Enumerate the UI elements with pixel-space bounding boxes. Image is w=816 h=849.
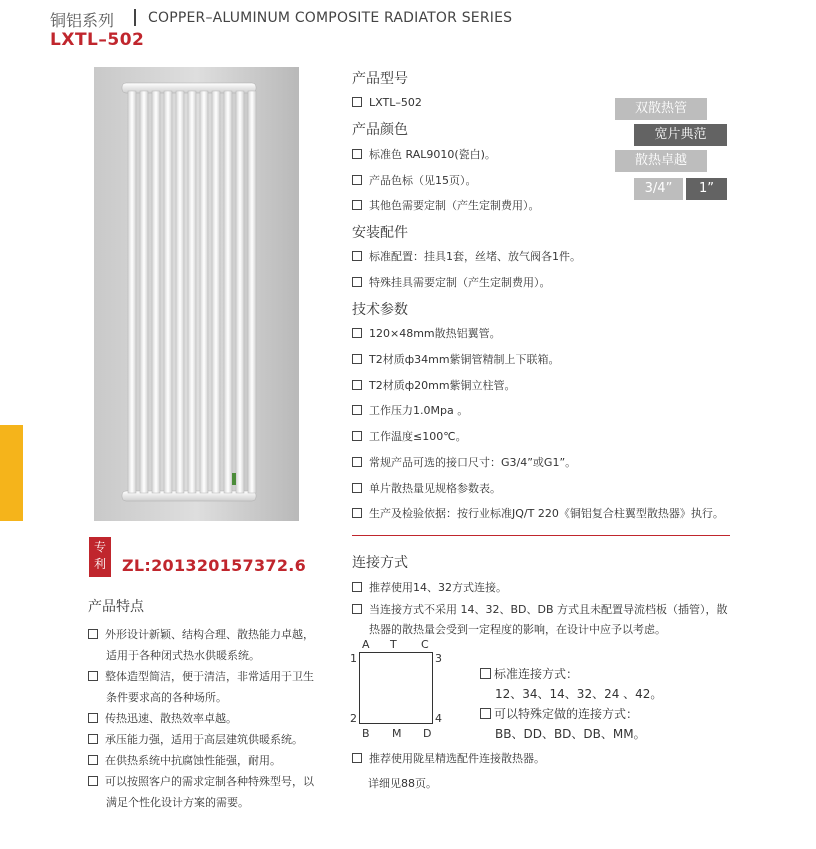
checkbox-icon [88,629,98,639]
page-reference-note: 详细见88页。 [368,777,437,790]
checkbox-icon [352,753,362,763]
list-item: 在供热系统中抗腐蚀性能强，耐用。 [88,750,314,771]
list-item: 120×48mm散热铝翼管。 [352,327,501,341]
checkbox-icon [480,708,491,719]
connection-title: 连接方式 [352,555,408,571]
checkbox-icon [352,508,362,518]
checkbox-icon [352,582,362,592]
checkbox-icon [352,200,362,210]
diagram-label-1: 1 [350,652,357,665]
list-item: LXTL–502 [352,96,422,110]
radiator-column [152,91,160,493]
diagram-label-4: 4 [435,712,442,725]
radiator-column [176,91,184,493]
radiator-column [212,91,220,493]
checkbox-icon [352,457,362,467]
tag-size-1: 1” [686,178,727,200]
list-item: 特殊挂具需要定制（产生定制费用）。 [352,276,551,290]
model-title: LXTL–502 [50,30,145,50]
radiator-column [236,91,244,493]
list-item: 产品色标（见15页）。 [352,174,477,188]
checkbox-icon [352,328,362,338]
diagram-label-b: B [362,727,370,740]
checkbox-icon [352,405,362,415]
list-item: 生产及检验依据：按行业标准JQ/T 220《铜铝复合柱翼型散热器》执行。 [352,507,724,521]
checkbox-icon [352,354,362,364]
list-item: 工作温度≤100℃。 [352,430,467,444]
diagram-label-t: T [390,638,397,651]
checkbox-icon [88,776,98,786]
product-photo [94,67,299,521]
checkbox-icon [352,149,362,159]
list-item: 可以按照客户的需求定制各种特殊型号，以 [88,771,314,792]
radiator-column [188,91,196,493]
checkbox-icon [352,175,362,185]
patent-badge-bottom: 利 [93,557,106,571]
checkbox-icon [352,431,362,441]
list-item: 常规产品可选的接口尺寸：G3/4”或G1”。 [352,456,576,470]
list-item: 推荐使用陇星精选配件连接散热器。 [352,752,545,766]
checkbox-icon [352,277,362,287]
standard-connection-label: 标准连接方式： [480,665,578,682]
custom-connection-values: BB、DD、BD、DB、MM。 [495,727,646,741]
section-divider [352,535,730,536]
list-item: 推荐使用14、32方式连接。 [352,581,507,595]
install-section-title: 安装配件 [352,225,408,241]
color-section-title: 产品颜色 [352,122,408,138]
checkbox-icon [480,668,491,679]
list-item: 单片散热量见规格参数表。 [352,482,501,496]
radiator-column [128,91,136,493]
diagram-label-m: M [392,727,402,740]
diagram-label-d: D [423,727,432,740]
radiator-illustration [94,67,299,521]
list-item: 标准色 RAL9010(瓷白)。 [352,148,496,162]
diagram-label-c: C [421,638,429,651]
side-tab [0,425,23,521]
list-item: 整体造型简洁，便于清洁，非常适用于卫生 [88,666,314,687]
list-item: 外形设计新颖、结构合理、散热能力卓越， [88,624,314,645]
list-item: 工作压力1.0Mpa 。 [352,404,468,418]
diagram-label-2: 2 [350,712,357,725]
standard-connection-values: 12、34、14、32、24 、42。 [495,687,663,701]
list-item-continued: 满足个性化设计方案的需要。 [106,796,249,809]
series-title-en: COPPER–ALUMINUM COMPOSITE RADIATOR SERIES [148,10,513,26]
series-title-cn: 铜铝系列 [50,11,115,30]
list-item: T2材质ф34mm紫铜管精制上下联箱。 [352,353,560,367]
checkbox-icon [352,483,362,493]
list-item: T2材质ф20mm紫铜立柱管。 [352,379,516,393]
checkbox-icon [88,671,98,681]
radiator-column [200,91,208,493]
radiator-column [140,91,148,493]
list-item-continued: 条件要求高的各种场所。 [106,691,227,704]
patent-number: ZL:201320157372.6 [122,556,307,575]
checkbox-icon [352,97,362,107]
patent-badge-top: 专 [93,540,106,554]
tag-size-3-4: 3/4” [634,178,683,200]
feature-list [88,624,314,813]
tag-heat-excellence: 散热卓越 [615,150,707,172]
model-section-title: 产品型号 [352,71,408,87]
diagram-label-3: 3 [435,652,442,665]
diagram-box [359,652,433,724]
features-title: 产品特点 [88,599,144,615]
tech-section-title: 技术参数 [352,302,408,318]
radiator-column [164,91,172,493]
list-item: 其他色需要定制（产生定制费用）。 [352,199,540,213]
custom-connection-label: 可以特殊定做的连接方式： [480,705,638,722]
radiator-column [224,91,232,493]
checkbox-icon [352,251,362,261]
list-item-continued: 适用于各种闭式热水供暖系统。 [106,649,260,662]
title-divider [134,9,136,26]
checkbox-icon [88,713,98,723]
diagram-label-a: A [362,638,370,651]
tag-wide-fin: 宽片典范 [634,124,727,146]
list-item: 标准配置：挂具1套，丝堵、放气阀各1件。 [352,250,581,264]
patent-badge [89,537,111,577]
checkbox-icon [88,734,98,744]
radiator-column [248,91,256,493]
connection-diagram [348,638,448,742]
list-item: 当连接方式不采用 14、32、BD、DB 方式且未配置导流档板（插管），散 热器的散热量会受到一定程度的影响，在设计中应予以考虑。 [352,600,728,640]
checkbox-icon [88,755,98,765]
list-item: 承压能力强，适用于高层建筑供暖系统。 [88,729,314,750]
tag-double-pipe: 双散热管 [615,98,707,120]
checkbox-icon [352,380,362,390]
list-item: 传热迅速、散热效率卓越。 [88,708,314,729]
checkbox-icon [352,604,362,614]
